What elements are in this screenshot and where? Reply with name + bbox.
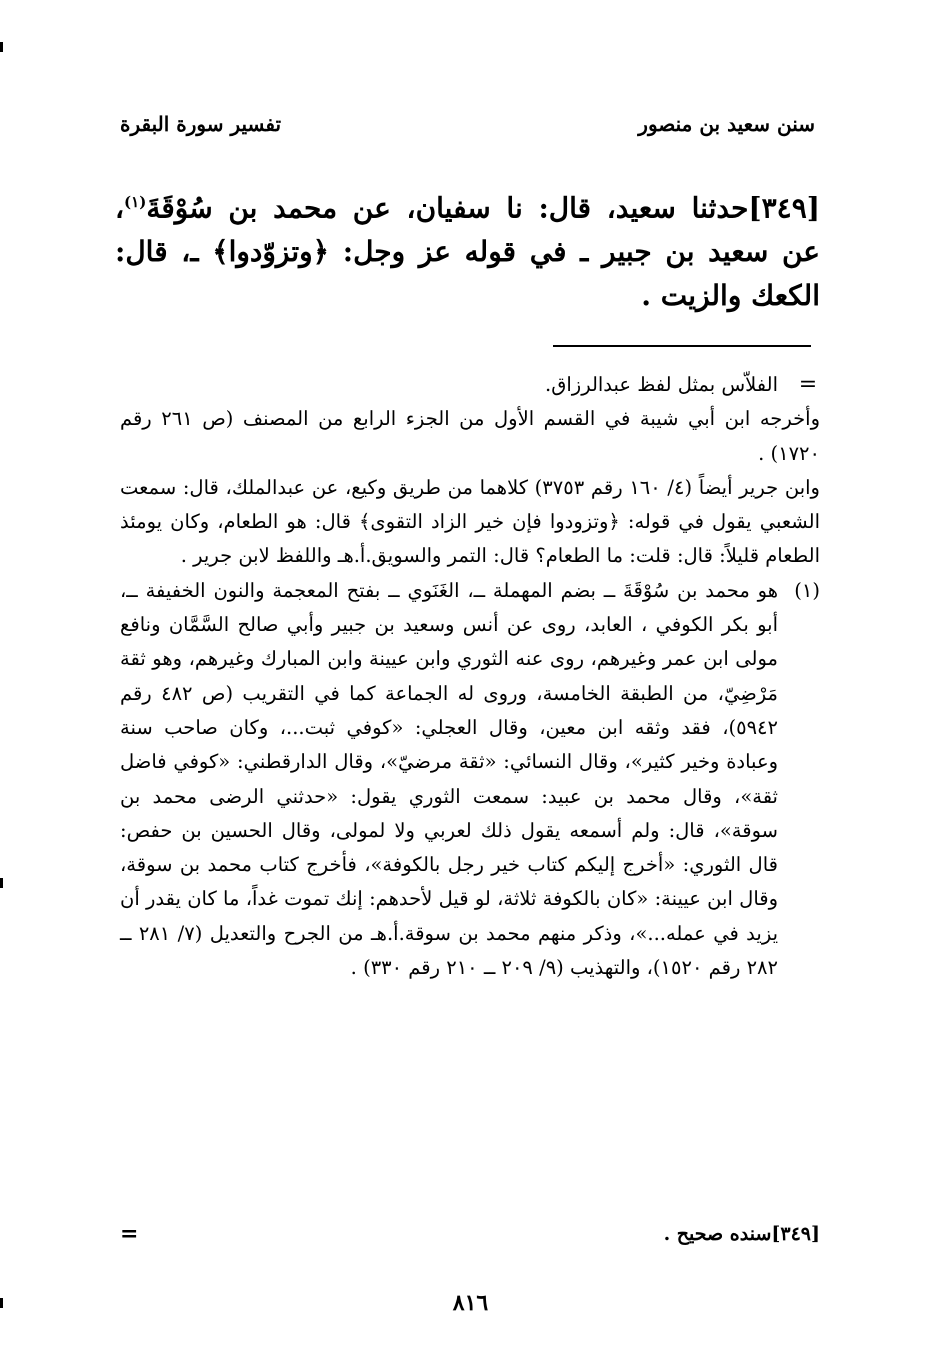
note-paragraph-2: وأخرجه ابن أبي شيبة في القسم الأول من الجزء الرابع من المصنف (ص ٢٦١ رقم ١٧٢٠) . <box>120 407 820 465</box>
continued-note-paragraph <box>120 368 820 402</box>
hadith-text <box>115 180 820 318</box>
hadith-text-before-ref: حدثنا سعيد، قال: نا سفيان، عن محمد بن سُوْقَةَ <box>146 191 749 225</box>
book-title: سنن سعيد بن منصور <box>638 112 815 136</box>
note-paragraph-3: وابن جرير أيضاً (٤/ ١٦٠ رقم ٣٧٥٣) كلاهما من طريق وكيع، عن عبدالملك، قال: سمعت الشعبي يقول في قوله: ﴿وتزودوا فإن خير الزاد التقوى﴾ قال: هو الطعام، وكان يومئذ الطعام قليلاً: قال: قلت: ما الطعام؟ قال: التمر والسويق.أ.هـ واللفظ لابن جرير . <box>120 475 820 568</box>
running-header <box>120 112 815 148</box>
footnotes <box>120 368 820 985</box>
footnote-1-text: هو محمد بن سُوْقَةَ ــ بضم المهملة ــ، الغَنَوي ــ بفتح المعجمة والنون الخفيفة ــ، أبو بكر الكوفي ، العابد، روى عن أنس وسعيد بن جبير وأبي صالح السَّمَّان ونافع مولى ابن عمر وغيرهم، روى عنه الثوري وابن عيينة وابن المبارك وغيرهم، وهو ثقة مَرْضِيّ، من الطبقة الخامسة، وروى له الجماعة كما في التقريب (ص ٤٨٢ رقم ٥٩٤٢)، فقد وثقه ابن معين، وقال العجلي: «كوفي ثبت...، وكان صاحب سنة وعبادة وخير كثير»، وقال النسائي: «ثقة مرضيّ»، وقال الدارقطني: «كوفي فاضل ثقة»، وقال محمد بن عبيد: سمعت الثوري يقول: «حدثني الرضى محمد بن سوقة»، قال: ولم أسمعه يقول ذلك لعربي ولا لمولى، وقال الحسين بن حفص: قال الثوري: «أخرج إليكم كتاب خير رجل بالكوفة»، فأخرج كتاب محمد بن سوقة، وقال ابن عيينة: «كان بالكوفة ثلاثة، لو قيل لأحدهم: إنك تموت غداً، ما كان يقدر أن يزيد في عمله...»، وذكر منهم محمد بن سوقة.أ.هـ من الجرح والتعديل (٧/ ٢٨١ ــ ٢٨٢ رقم ١٥٢٠)، والتهذيب (٩/ ٢٠٩ ــ ٢١٠ رقم ٣٣٠) . <box>120 578 779 980</box>
hadith-number: [٣٤٩] <box>748 191 820 225</box>
footnote-1-marker: (١) <box>794 578 820 602</box>
scan-edge-mark-top <box>0 42 3 52</box>
grading-line <box>120 1223 820 1255</box>
footnote-separator <box>553 345 811 347</box>
grading-continuation-mark: = <box>120 1221 139 1247</box>
scan-edge-mark-middle <box>0 878 3 888</box>
continuation-mark: = <box>798 372 818 397</box>
note-paragraph-1: الفلاّس بمثل لفظ عبدالرزاق. <box>545 373 778 396</box>
section-title: تفسير سورة البقرة <box>120 112 282 136</box>
grading-text: [٣٤٩]سنده صحيح . <box>663 1223 820 1245</box>
footnote-reference: (١) <box>124 193 147 211</box>
hadith-text-after-ref: ، عن سعيد بن جبير ـ في قوله عز وجل: ﴿وتزوّدوا﴾ ـ، قال: الكعك والزيت . <box>115 191 820 313</box>
footnote-1 <box>120 574 820 986</box>
page-number: ٨١٦ <box>452 1290 489 1316</box>
